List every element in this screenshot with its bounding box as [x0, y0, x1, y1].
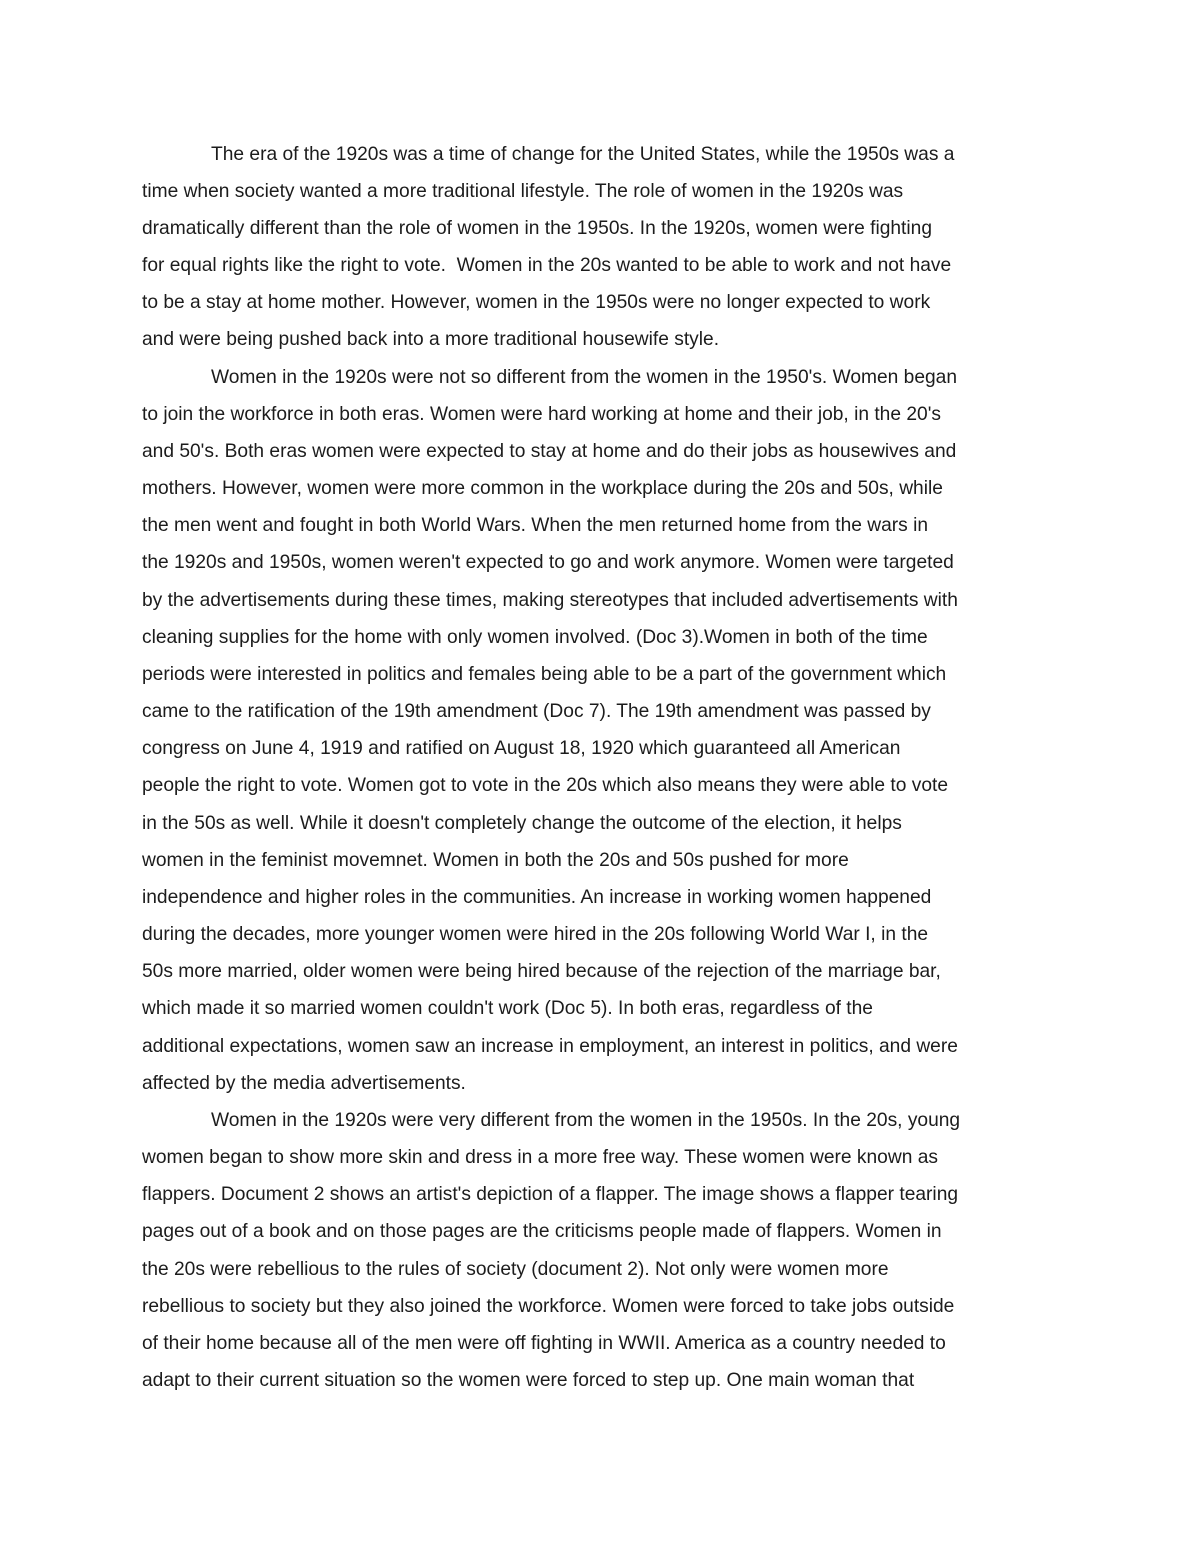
text-line: in the 50s as well. While it doesn't completely change the outcome of the election, it helps	[142, 813, 902, 834]
text-line: and were being pushed back into a more traditional housewife style.	[142, 329, 720, 350]
text-line: 50s more married, older women were being hired because of the rejection of the marriage bar,	[142, 961, 941, 982]
text-line: and 50's. Both eras women were expected to stay at home and do their jobs as housewives and	[142, 441, 957, 462]
text-line: The era of the 1920s was a time of change for the United States, while the 1950s was a	[211, 144, 955, 165]
text-line: women in the feminist movemnet. Women in both the 20s and 50s pushed for more	[142, 850, 849, 871]
text-line: by the advertisements during these times, making stereotypes that included advertisements with	[142, 590, 958, 611]
text-line: independence and higher roles in the communities. An increase in working women happened	[142, 887, 932, 908]
text-line: during the decades, more younger women were hired in the 20s following World War I, in the	[142, 924, 929, 945]
text-line: Women in the 1920s were very different from the women in the 1950s. In the 20s, young	[211, 1110, 961, 1131]
text-line: the men went and fought in both World Wars. When the men returned home from the wars in	[142, 515, 929, 536]
text-line: came to the ratification of the 19th amendment (Doc 7). The 19th amendment was passed by	[142, 701, 931, 722]
text-line: mothers. However, women were more common in the workplace during the 20s and 50s, while	[142, 478, 943, 499]
text-line: which made it so married women couldn't work (Doc 5). In both eras, regardless of the	[142, 998, 873, 1019]
text-line: the 1920s and 1950s, women weren't expected to go and work anymore. Women were targeted	[142, 552, 954, 573]
text-line: pages out of a book and on those pages are the criticisms people made of flappers. Women in	[142, 1221, 942, 1242]
text-line: for equal rights like the right to vote. Women in the 20s wanted to be able to work and not have	[142, 255, 952, 276]
text-line: rebellious to society but they also joined the workforce. Women were forced to take jobs outside	[142, 1296, 955, 1317]
text-line: the 20s were rebellious to the rules of society (document 2). Not only were women more	[142, 1259, 889, 1280]
text-line: women began to show more skin and dress in a more free way. These women were known as	[142, 1147, 938, 1168]
text-line: people the right to vote. Women got to vote in the 20s which also means they were able to vote	[142, 775, 948, 796]
text-line: adapt to their current situation so the women were forced to step up. One main woman that	[142, 1370, 915, 1391]
text-line: to join the workforce in both eras. Women were hard working at home and their job, in the 20's	[142, 404, 941, 425]
text-line: to be a stay at home mother. However, women in the 1950s were no longer expected to work	[142, 292, 931, 313]
text-line: flappers. Document 2 shows an artist's depiction of a flapper. The image shows a flapper tearing	[142, 1184, 959, 1205]
text-line: of their home because all of the men were off fighting in WWII. America as a country needed to	[142, 1333, 946, 1354]
text-line: congress on June 4, 1919 and ratified on August 18, 1920 which guaranteed all American	[142, 738, 901, 759]
text-line: Women in the 1920s were not so different from the women in the 1950's. Women began	[211, 367, 958, 388]
text-line: periods were interested in politics and females being able to be a part of the government which	[142, 664, 947, 685]
text-line: additional expectations, women saw an increase in employment, an interest in politics, and were	[142, 1036, 958, 1057]
text-line: affected by the media advertisements.	[142, 1073, 466, 1094]
text-line: cleaning supplies for the home with only women involved. (Doc 3).Women in both of the time	[142, 627, 928, 648]
text-line: time when society wanted a more traditional lifestyle. The role of women in the 1920s was	[142, 181, 904, 202]
text-line: dramatically different than the role of women in the 1950s. In the 1920s, women were fighting	[142, 218, 932, 239]
